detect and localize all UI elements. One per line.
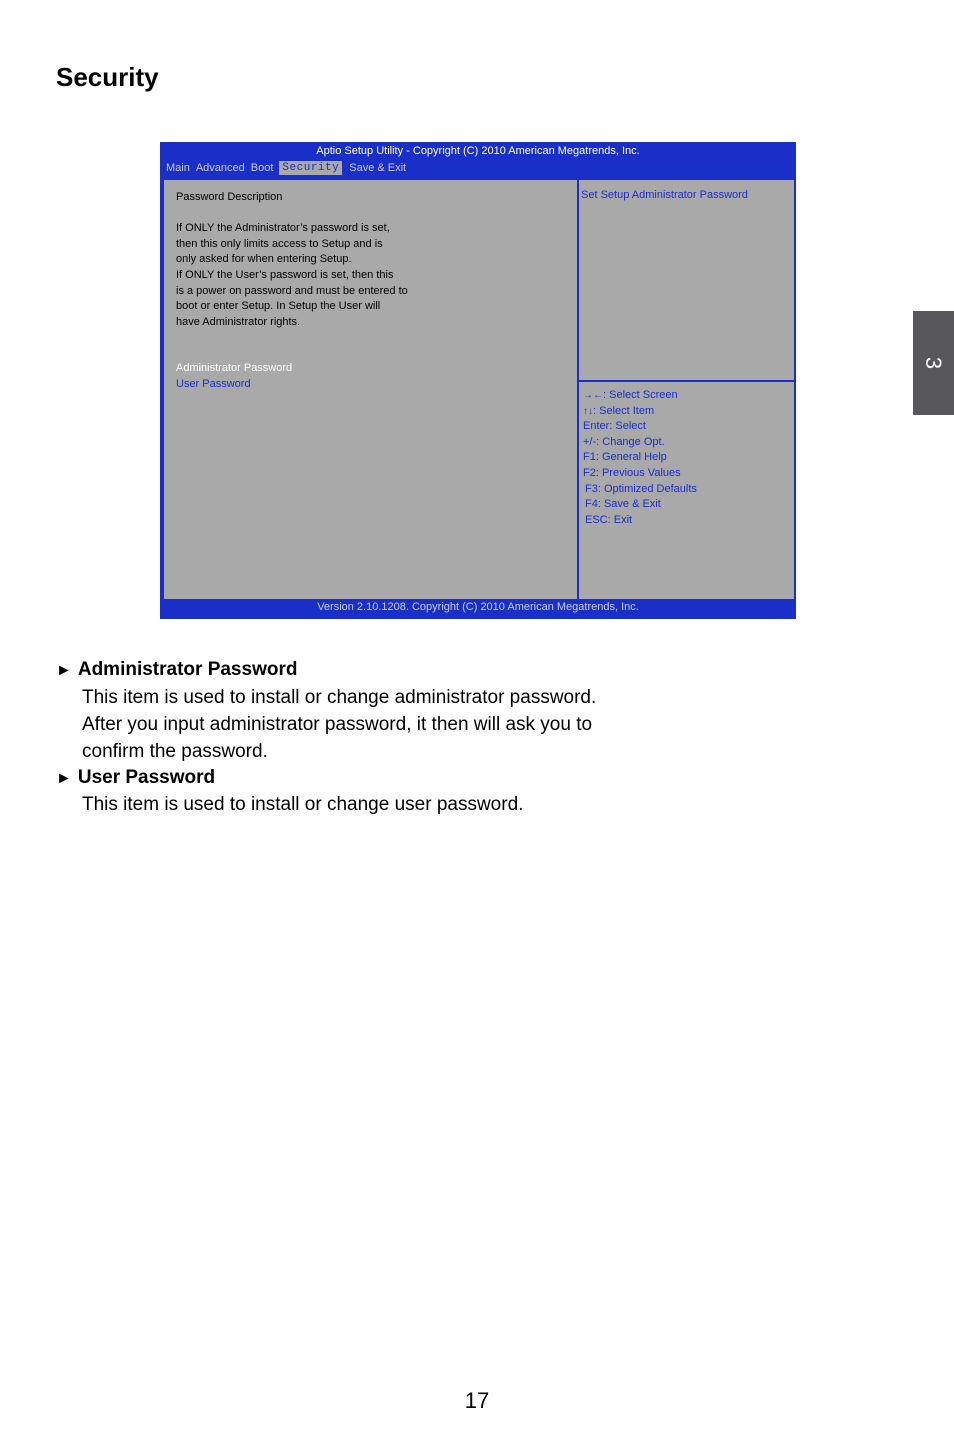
description-line: have Administrator rights. — [176, 315, 301, 328]
triangle-bullet-icon: ► — [56, 662, 72, 679]
description-line: Password Description — [176, 191, 283, 203]
bios-tab-boot[interactable]: Boot — [250, 161, 274, 174]
bios-tab-save-exit[interactable]: Save & Exit — [349, 161, 407, 174]
section-body-administrator — [82, 684, 596, 765]
key-f2: F2: Previous Values — [583, 466, 681, 479]
key-select-item: ↑↓: Select Item — [583, 404, 655, 417]
key-legend — [583, 388, 697, 528]
up-down-arrows-icon: ↑↓ — [583, 405, 593, 417]
bios-tab-security[interactable]: Security — [279, 161, 342, 175]
description-line: If ONLY the Administrator’s password is set, — [176, 222, 390, 235]
panel-divider — [577, 180, 579, 599]
section-body-user — [82, 791, 523, 818]
description-line: If ONLY the User’s password is set, then this — [176, 268, 394, 281]
page-title: Security — [56, 62, 159, 92]
description-line: boot or enter Setup. In Setup the User will — [176, 300, 381, 313]
user-password-item[interactable]: User Password — [176, 378, 251, 390]
description-line: then this only limits access to Setup and is — [176, 237, 383, 250]
key-f3: F3: Optimized Defaults — [585, 482, 697, 495]
triangle-bullet-icon: ► — [56, 770, 72, 787]
key-enter: Enter: Select — [583, 420, 646, 433]
bios-tab-main[interactable]: Main — [166, 161, 190, 174]
description-line: only asked for when entering Setup. — [176, 253, 352, 266]
key-select-screen: →←: Select Screen — [583, 389, 678, 401]
description-line — [176, 206, 576, 222]
bios-screenshot — [160, 142, 796, 619]
body-line: This item is used to install or change administrator password. — [82, 687, 597, 708]
chapter-number: 3 — [921, 356, 947, 370]
key-change-opt: +/-: Change Opt. — [583, 435, 665, 448]
description-line: is a power on password and must be entered to — [176, 284, 408, 297]
bios-title-bar: Aptio Setup Utility - Copyright (C) 2010 American Megatrends, Inc. — [316, 145, 640, 157]
body-line: confirm the password. — [82, 741, 268, 762]
body-line: After you input administrator password, it then will ask you to — [82, 714, 593, 735]
section-heading-administrator: ► Administrator Password — [56, 659, 298, 680]
help-divider — [579, 380, 794, 382]
left-right-arrows-icon: →← — [583, 390, 603, 401]
key-esc: ESC: Exit — [585, 513, 633, 526]
bios-main-panel — [162, 178, 796, 601]
page-number: 17 — [464, 1388, 490, 1413]
bios-tab-advanced[interactable]: Advanced — [195, 161, 245, 174]
body-line: This item is used to install or change user password. — [82, 794, 524, 815]
chapter-tab — [913, 311, 954, 415]
item-help-text: Set Setup Administrator Password — [581, 189, 748, 201]
bios-footer: Version 2.10.1208. Copyright (C) 2010 American Megatrends, Inc. — [317, 601, 639, 613]
key-f4: F4: Save & Exit — [585, 498, 661, 511]
section-heading-user: ► User Password — [56, 767, 216, 788]
bios-menu-bar — [160, 160, 409, 175]
administrator-password-item[interactable]: Administrator Password — [176, 362, 293, 374]
key-f1: F1: General Help — [583, 451, 667, 464]
password-description — [176, 190, 576, 330]
